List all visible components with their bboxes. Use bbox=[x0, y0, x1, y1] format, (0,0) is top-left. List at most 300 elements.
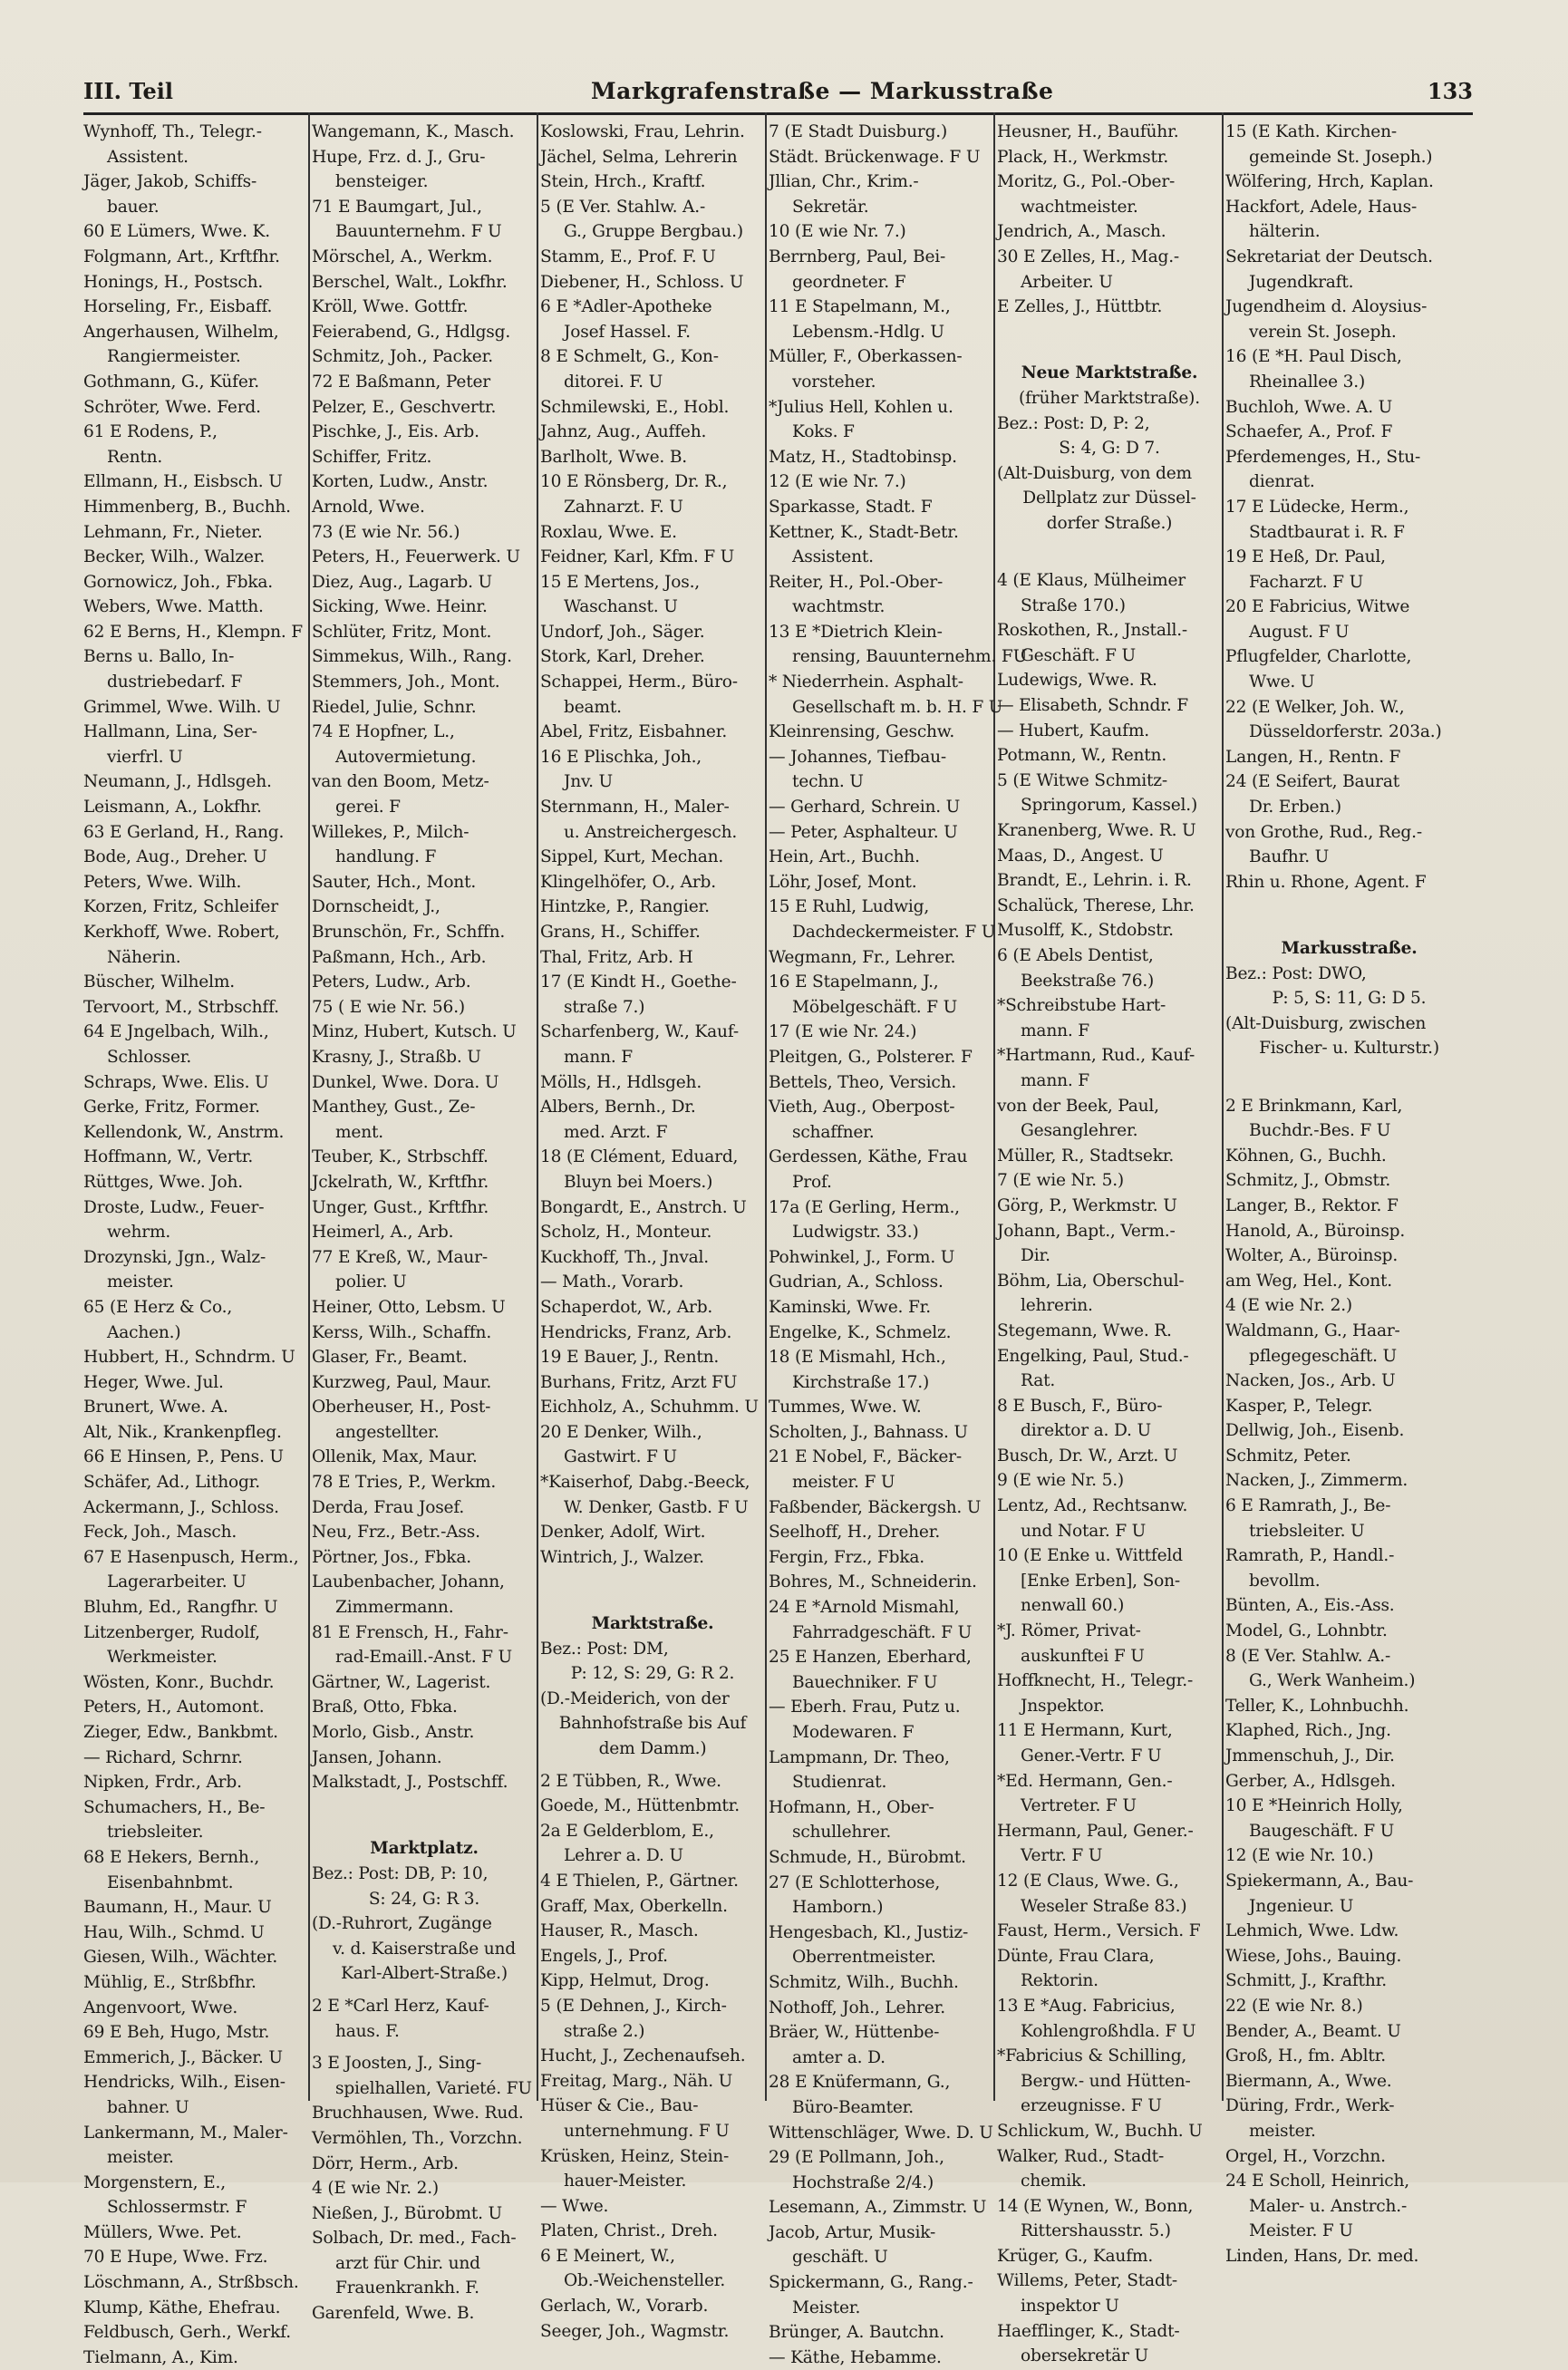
street-info: (früher Marktstraße). bbox=[1019, 388, 1200, 408]
directory-entry: Wölfering, Hrch, Kaplan. bbox=[1225, 172, 1434, 192]
directory-entry: Tummes, Wwe. W. bbox=[769, 1398, 922, 1417]
page-header bbox=[83, 78, 1473, 114]
directory-entry: Jansen, Johann. bbox=[312, 1747, 442, 1767]
directory-entry: 24 (E Seifert, Baurat bbox=[1225, 772, 1400, 792]
directory-entry: Rhin u. Rhone, Agent. F bbox=[1225, 872, 1427, 892]
directory-entry: Faust, Herm., Versich. F bbox=[997, 1921, 1201, 1941]
directory-entry: Korten, Ludw., Anstr. bbox=[312, 472, 489, 492]
directory-entry: Heiner, Otto, Lebsm. U bbox=[312, 1297, 506, 1317]
spacer bbox=[312, 1795, 537, 1821]
directory-entry: Müllers, Wwe. Pet. bbox=[83, 2222, 242, 2242]
directory-entry: Glaser, Fr., Beamt. bbox=[312, 1348, 468, 1368]
entry-continuation: Josef Hassel. F. bbox=[564, 322, 691, 342]
directory-entry: Vermöhlen, Th., Vorzchn. bbox=[312, 2128, 523, 2148]
directory-entry: Jacob, Artur, Musik- bbox=[769, 2222, 936, 2242]
entry-continuation: amter a. D. bbox=[792, 2047, 886, 2067]
entry-continuation: geschäft. U bbox=[792, 2248, 888, 2268]
directory-entry: Stemmers, Joh., Mont. bbox=[312, 672, 500, 692]
entry-continuation: obersekretär U bbox=[1021, 2346, 1148, 2366]
directory-entry: Thal, Fritz, Arb. H bbox=[540, 947, 693, 967]
directory-entry: Riedel, Julie, Schnr. bbox=[312, 697, 477, 717]
directory-entry: 77 E Kreß, W., Maur- bbox=[312, 1247, 488, 1267]
directory-entry: Schlickum, W., Buchh. U bbox=[997, 2121, 1203, 2141]
directory-entry: Dornscheidt, J., bbox=[312, 897, 440, 917]
directory-entry: 11 E Stapelmann, M., bbox=[769, 297, 951, 317]
entry-continuation: Oberrentmeister. bbox=[792, 1948, 936, 1968]
directory-entry: Sternmann, H., Maler- bbox=[540, 798, 730, 817]
directory-entry: Malkstadt, J., Postschff. bbox=[312, 1773, 508, 1793]
directory-entry: Alt, Nik., Krankenpfleg. bbox=[83, 1422, 282, 1442]
directory-entry: 4 (E wie Nr. 2.) bbox=[1225, 1296, 1352, 1316]
entry-continuation: vorsteher. bbox=[792, 372, 876, 392]
directory-entry: Himmenberg, B., Buchh. bbox=[83, 497, 291, 517]
directory-entry: 13 E *Dietrich Klein- bbox=[769, 622, 943, 642]
directory-entry: Faßbender, Bäckergsh. U bbox=[769, 1497, 982, 1517]
directory-entry: Stamm, E., Prof. F. U bbox=[540, 247, 716, 266]
directory-entry: 69 E Beh, Hugo, Mstr. bbox=[83, 2023, 270, 2043]
directory-entry: Korzen, Fritz, Schleifer bbox=[83, 897, 278, 917]
directory-entry: 24 E Scholl, Heinrich, bbox=[1225, 2172, 1409, 2191]
directory-entry: Nacken, Jos., Arb. U bbox=[1225, 1371, 1396, 1391]
directory-entry: Matz, H., Stadtobinsp. bbox=[769, 447, 957, 467]
entry-continuation: ditorei. F. U bbox=[564, 372, 663, 392]
directory-entry: 20 E Denker, Wilh., bbox=[540, 1422, 702, 1442]
column-divider bbox=[993, 112, 995, 2101]
directory-entry: Grans, H., Schiffer. bbox=[540, 923, 701, 942]
directory-entry: Gärtner, W., Lagerist. bbox=[312, 1672, 491, 1692]
directory-entry: Müller, F., Oberkassen- bbox=[769, 347, 963, 367]
entry-continuation: Facharzt. F U bbox=[1249, 572, 1364, 592]
entry-continuation: arzt für Chir. und bbox=[335, 2253, 480, 2273]
directory-entry: Jllian, Chr., Krim.- bbox=[769, 172, 919, 192]
directory-entry: Hoffknecht, H., Telegr.- bbox=[997, 1671, 1194, 1691]
directory-entry: Braß, Otto, Fbka. bbox=[312, 1698, 458, 1717]
directory-column-3 bbox=[540, 120, 765, 2344]
directory-entry: Schmitz, Joh., Packer. bbox=[312, 347, 493, 367]
entry-continuation: ment. bbox=[335, 1122, 383, 1142]
directory-entry: Brunert, Wwe. A. bbox=[83, 1398, 228, 1417]
directory-entry: Rüttges, Wwe. Joh. bbox=[83, 1172, 243, 1192]
entry-continuation: unternehmung. F U bbox=[564, 2121, 730, 2141]
directory-entry: Peters, Ludw., Arb. bbox=[312, 972, 471, 992]
directory-entry: — Richard, Schrnr. bbox=[83, 1747, 243, 1767]
directory-column-1 bbox=[83, 120, 308, 2370]
directory-entry: Peters, Wwe. Wilh. bbox=[83, 872, 242, 892]
directory-entry: Willekes, P., Milch- bbox=[312, 822, 469, 842]
entry-continuation: Jnspektor. bbox=[1021, 1696, 1105, 1716]
directory-entry: Scholz, H., Monteur. bbox=[540, 1223, 712, 1243]
directory-entry: Eichholz, A., Schuhmm. U bbox=[540, 1398, 759, 1417]
directory-entry: Kellendonk, W., Anstrm. bbox=[83, 1122, 285, 1142]
entry-continuation: Fahrradgeschäft. F U bbox=[792, 1622, 973, 1642]
entry-continuation: inspektor U bbox=[1021, 2297, 1119, 2317]
street-info: Dellplatz zur Düssel- bbox=[1022, 489, 1196, 508]
directory-entry: Dörr, Herm., Arb. bbox=[312, 2153, 459, 2173]
entry-continuation: Dachdeckermeister. F U bbox=[792, 923, 996, 942]
spacer bbox=[540, 1570, 765, 1595]
directory-entry: Busch, Dr. W., Arzt. U bbox=[997, 1446, 1178, 1466]
directory-entry: Kuckhoff, Th., Jnval. bbox=[540, 1247, 710, 1267]
entry-continuation: wehrm. bbox=[107, 1223, 171, 1243]
entry-continuation: techn. U bbox=[792, 772, 864, 792]
entry-continuation: Baugeschäft. F U bbox=[1249, 1821, 1395, 1841]
entry-continuation: hälterin. bbox=[1249, 222, 1321, 242]
directory-entry: Böhm, Lia, Oberschul- bbox=[997, 1271, 1185, 1291]
spacer bbox=[1225, 1061, 1473, 1087]
entry-continuation: und Notar. F U bbox=[1021, 1521, 1147, 1541]
directory-entry: Klingelhöfer, O., Arb. bbox=[540, 872, 716, 892]
directory-entry: Baumann, H., Maur. U bbox=[83, 1898, 272, 1918]
entry-continuation: Rat. bbox=[1021, 1371, 1056, 1391]
directory-entry: Hauser, R., Masch. bbox=[540, 1921, 699, 1941]
entry-continuation: haus. F. bbox=[335, 2021, 400, 2041]
directory-entry: Brünger, A. Bautchn. bbox=[769, 2323, 944, 2343]
directory-entry: Ollenik, Max, Maur. bbox=[312, 1447, 478, 1467]
directory-entry: Engelking, Paul, Stud.- bbox=[997, 1346, 1189, 1366]
directory-entry: Berns u. Ballo, In- bbox=[83, 647, 235, 667]
directory-entry: Oberheuser, H., Post- bbox=[312, 1398, 491, 1417]
entry-continuation: direktor a. D. U bbox=[1021, 1421, 1151, 1441]
entry-continuation: Arbeiter. U bbox=[1021, 272, 1113, 292]
directory-entry: Plack, H., Werkmstr. bbox=[997, 147, 1169, 167]
directory-entry: Lankermann, M., Maler- bbox=[83, 2123, 288, 2143]
entry-continuation: rensing, Bauunternehm. FU bbox=[792, 647, 1028, 667]
directory-entry: Schaperdot, W., Arb. bbox=[540, 1297, 713, 1317]
entry-continuation: W. Denker, Gastb. F U bbox=[564, 1497, 749, 1517]
directory-entry: 10 (E Enke u. Wittfeld bbox=[997, 1546, 1183, 1566]
directory-entry: 22 (E Welker, Joh. W., bbox=[1225, 697, 1405, 717]
directory-entry: 12 (E Claus, Wwe. G., bbox=[997, 1871, 1179, 1891]
entry-continuation: bensteiger. bbox=[335, 172, 429, 192]
directory-entry: Wittenschläger, Wwe. D. U bbox=[769, 2123, 993, 2143]
directory-entry: Laubenbacher, Johann, bbox=[312, 1572, 505, 1592]
directory-entry: Kurzweg, Paul, Maur. bbox=[312, 1372, 492, 1392]
directory-column-5 bbox=[997, 120, 1222, 2369]
directory-entry: Bruchhausen, Wwe. Rud. bbox=[312, 2104, 524, 2123]
directory-entry: Kettner, K., Stadt-Betr. bbox=[769, 522, 959, 542]
directory-entry: 6 E Ramrath, J., Be- bbox=[1225, 1496, 1391, 1516]
directory-entry: 18 (E Clément, Eduard, bbox=[540, 1147, 739, 1167]
directory-entry: — Peter, Asphalteur. U bbox=[769, 822, 958, 842]
entry-continuation: med. Arzt. F bbox=[564, 1122, 668, 1142]
directory-entry: Krasny, J., Straßb. U bbox=[312, 1047, 481, 1067]
directory-entry: 64 E Jngelbach, Wilh., bbox=[83, 1022, 269, 1042]
directory-entry: Haefflinger, K., Stadt- bbox=[997, 2321, 1180, 2341]
directory-entry: Hackfort, Adele, Haus- bbox=[1225, 197, 1418, 217]
entry-continuation: Straße 170.) bbox=[1021, 595, 1126, 615]
directory-entry: Bohres, M., Schneiderin. bbox=[769, 1572, 977, 1592]
entry-continuation: dienrat. bbox=[1249, 472, 1315, 492]
directory-entry: Dellwig, Joh., Eisenb. bbox=[1225, 1421, 1405, 1441]
directory-entry: 19 E Bauer, J., Rentn. bbox=[540, 1348, 720, 1368]
directory-entry: Goede, M., Hüttenbmtr. bbox=[540, 1796, 740, 1816]
entry-continuation: Ludwigstr. 33.) bbox=[792, 1223, 919, 1243]
entry-continuation: Jugendkraft. bbox=[1249, 272, 1354, 292]
entry-continuation: meister. F U bbox=[792, 1473, 895, 1493]
directory-entry: Löschmann, A., Strßbsch. bbox=[83, 2273, 299, 2293]
directory-entry: Undorf, Joh., Säger. bbox=[540, 622, 705, 642]
directory-entry: 2a E Gelderblom, E., bbox=[540, 1821, 714, 1841]
street-info: Bahnhofstraße bis Auf bbox=[558, 1714, 747, 1734]
directory-entry: Bluhm, Ed., Rangfhr. U bbox=[83, 1598, 278, 1618]
directory-entry: Kaminski, Wwe. Fr. bbox=[769, 1297, 932, 1317]
directory-entry: Scholten, J., Bahnass. U bbox=[769, 1422, 968, 1442]
directory-entry: Hucht, J., Zechenaufseh. bbox=[540, 2046, 746, 2066]
directory-entry: Feldbusch, Gerh., Werkf. bbox=[83, 2323, 291, 2343]
directory-entry: 2 E Brinkmann, Karl, bbox=[1225, 1096, 1403, 1116]
directory-entry: Bode, Aug., Dreher. U bbox=[83, 847, 267, 867]
directory-entry: Langer, B., Rektor. F bbox=[1225, 1195, 1399, 1215]
column-divider bbox=[308, 112, 310, 2101]
directory-entry: Grimmel, Wwe. Wilh. U bbox=[83, 697, 281, 717]
entry-continuation: mann. F bbox=[564, 1047, 633, 1067]
directory-entry: Kerkhoff, Wwe. Robert, bbox=[83, 923, 280, 942]
entry-continuation: Hamborn.) bbox=[792, 1898, 884, 1918]
entry-continuation: Wwe. U bbox=[1249, 672, 1315, 692]
entry-continuation: Zahnarzt. F. U bbox=[564, 497, 683, 517]
directory-entry: *Fabricius & Schilling, bbox=[997, 2046, 1187, 2066]
directory-entry: Dünte, Frau Clara, bbox=[997, 1946, 1155, 1966]
column-divider bbox=[1222, 112, 1224, 2101]
directory-entry: Emmerich, J., Bäcker. U bbox=[83, 2047, 283, 2067]
directory-entry: Spickermann, G., Rang.- bbox=[769, 2273, 973, 2293]
directory-entry: Löhr, Josef, Mont. bbox=[769, 872, 917, 892]
directory-entry: 16 E Stapelmann, J., bbox=[769, 972, 939, 992]
directory-entry: E Zelles, J., Hüttbtr. bbox=[997, 297, 1163, 317]
directory-entry: Hofmann, H., Ober- bbox=[769, 1797, 934, 1817]
street-heading: Marktstraße. bbox=[591, 1614, 714, 1634]
entry-continuation: u. Anstreichergesch. bbox=[564, 822, 738, 842]
directory-entry: Feidner, Karl, Kfm. F U bbox=[540, 547, 735, 567]
directory-entry: Teuber, K., Strbschff. bbox=[312, 1147, 489, 1167]
directory-entry: 25 E Hanzen, Eberhard, bbox=[769, 1648, 972, 1668]
entry-continuation: Waschanst. U bbox=[564, 597, 678, 617]
directory-entry: Kleinrensing, Geschw. bbox=[769, 722, 955, 742]
directory-entry: Kröll, Wwe. Gottfr. bbox=[312, 297, 469, 317]
directory-entry: Seeger, Joh., Wagmstr. bbox=[540, 2321, 730, 2341]
entry-continuation: Eisenbahnbmt. bbox=[107, 1872, 234, 1892]
entry-continuation: Dir. bbox=[1021, 1246, 1050, 1266]
entry-continuation: Bauunternehm. F U bbox=[335, 222, 502, 242]
directory-entry: 75 ( E wie Nr. 56.) bbox=[312, 997, 465, 1017]
entry-continuation: Gastwirt. F U bbox=[564, 1447, 677, 1467]
directory-entry: 63 E Gerland, H., Rang. bbox=[83, 822, 285, 842]
directory-entry: 4 E Thielen, P., Gärtner. bbox=[540, 1871, 739, 1891]
entry-continuation: rad-Emaill.-Anst. F U bbox=[335, 1648, 513, 1668]
directory-entry: 3 E Joosten, J., Sing- bbox=[312, 2054, 482, 2074]
directory-entry: 61 E Rodens, P., bbox=[83, 422, 218, 442]
page-number: 133 bbox=[1427, 78, 1473, 104]
directory-entry: Feck, Joh., Masch. bbox=[83, 1523, 237, 1543]
directory-entry: 21 E Nobel, F., Bäcker- bbox=[769, 1447, 962, 1467]
entry-continuation: August. F U bbox=[1249, 622, 1350, 642]
directory-entry: Schumachers, H., Be- bbox=[83, 1797, 266, 1817]
entry-continuation: schaffner. bbox=[792, 1122, 875, 1142]
directory-entry: Langen, H., Rentn. F bbox=[1225, 747, 1401, 767]
entry-continuation: Prof. bbox=[792, 1172, 832, 1192]
directory-entry: 10 E *Heinrich Holly, bbox=[1225, 1796, 1403, 1816]
directory-entry: Seelhoff, H., Dreher. bbox=[769, 1523, 941, 1543]
directory-entry: Mörschel, A., Werkm. bbox=[312, 247, 493, 266]
directory-entry: Büscher, Wilhelm. bbox=[83, 972, 235, 992]
entry-continuation: Baufhr. U bbox=[1249, 847, 1330, 867]
street-info: P: 5, S: 11, G: D 5. bbox=[1272, 989, 1427, 1009]
entry-continuation: bahner. U bbox=[107, 2097, 189, 2117]
directory-entry: von Grothe, Rud., Reg.- bbox=[1225, 822, 1422, 842]
directory-entry: Denker, Adolf, Wirt. bbox=[540, 1523, 706, 1543]
entry-continuation: Möbelgeschäft. F U bbox=[792, 997, 958, 1017]
directory-entry: Bez.: Post: DM, bbox=[540, 1639, 669, 1659]
spacer bbox=[997, 537, 1222, 562]
directory-entry: Heger, Wwe. Jul. bbox=[83, 1372, 224, 1392]
directory-entry: Burhans, Fritz, Arzt FU bbox=[540, 1372, 738, 1392]
directory-entry: 16 E Plischka, Joh., bbox=[540, 747, 702, 767]
directory-entry: Jendrich, A., Masch. bbox=[997, 222, 1166, 242]
entry-continuation: angestellter. bbox=[335, 1422, 440, 1442]
directory-entry: Wintrich, J., Walzer. bbox=[540, 1547, 704, 1567]
entry-continuation: schullehrer. bbox=[792, 1823, 892, 1843]
directory-entry: Gudrian, A., Schloss. bbox=[769, 1272, 944, 1292]
street-info: Karl-Albert-Straße.) bbox=[341, 1964, 508, 1984]
directory-entry: 22 (E wie Nr. 8.) bbox=[1225, 1996, 1363, 2016]
directory-entry: Drozynski, Jgn., Walz- bbox=[83, 1247, 266, 1267]
directory-entry: Ludewigs, Wwe. R. bbox=[997, 671, 1157, 691]
directory-entry: Jckelrath, W., Krftfhr. bbox=[312, 1172, 489, 1192]
entry-continuation: Näherin. bbox=[107, 947, 181, 967]
directory-entry: Morlo, Gisb., Anstr. bbox=[312, 1723, 475, 1742]
directory-entry: 68 E Hekers, Bernh., bbox=[83, 1847, 260, 1867]
directory-entry: Hallmann, Lina, Ser- bbox=[83, 722, 257, 742]
entry-continuation: nenwall 60.) bbox=[1021, 1596, 1125, 1616]
directory-entry: *Kaiserhof, Dabg.-Beeck, bbox=[540, 1473, 750, 1493]
directory-entry: 71 E Baumgart, Jul., bbox=[312, 197, 482, 217]
directory-entry: 6 E *Adler-Apotheke bbox=[540, 297, 712, 317]
directory-entry: Sparkasse, Stadt. F bbox=[769, 497, 933, 517]
directory-entry: Biermann, A., Wwe. bbox=[1225, 2071, 1392, 2091]
entry-continuation: geordneter. F bbox=[792, 272, 906, 292]
directory-entry: Bünten, A., Eis.-Ass. bbox=[1225, 1596, 1395, 1616]
directory-entry: Hubbert, H., Schndrm. U bbox=[83, 1348, 295, 1368]
directory-entry: 70 E Hupe, Wwe. Frz. bbox=[83, 2248, 268, 2268]
entry-continuation: Rittershausstr. 5.) bbox=[1021, 2221, 1171, 2241]
directory-entry: Bräer, W., Hüttenbe- bbox=[769, 2023, 940, 2043]
directory-entry: 5 (E Ver. Stahlw. A.- bbox=[540, 197, 706, 217]
directory-entry: Pleitgen, G., Polsterer. F bbox=[769, 1047, 973, 1067]
directory-entry: 73 (E wie Nr. 56.) bbox=[312, 522, 460, 542]
directory-entry: Droste, Ludw., Feuer- bbox=[83, 1197, 265, 1217]
directory-entry: Schröter, Wwe. Ferd. bbox=[83, 397, 261, 417]
entry-continuation: Maler- u. Anstrch.- bbox=[1249, 2196, 1408, 2216]
directory-entry: Walker, Rud., Stadt- bbox=[997, 2146, 1165, 2166]
directory-column-2 bbox=[312, 120, 537, 2326]
directory-entry: van den Boom, Metz- bbox=[312, 772, 489, 792]
entry-continuation: Gener.-Vertr. F U bbox=[1021, 1746, 1162, 1765]
entry-continuation: Autovermietung. bbox=[335, 747, 477, 767]
directory-entry: Koslowski, Frau, Lehrin. bbox=[540, 122, 745, 141]
directory-entry: Jugendheim d. Aloysius- bbox=[1225, 297, 1428, 317]
directory-entry: Nacken, J., Zimmerm. bbox=[1225, 1471, 1408, 1491]
directory-entry: Linden, Hans, Dr. med. bbox=[1225, 2246, 1419, 2266]
directory-entry: 17a (E Gerling, Herm., bbox=[769, 1197, 960, 1217]
directory-entry: Köhnen, G., Buchh. bbox=[1225, 1146, 1387, 1166]
directory-entry: Albers, Bernh., Dr. bbox=[540, 1098, 696, 1117]
directory-entry: Lampmann, Dr. Theo, bbox=[769, 1747, 950, 1767]
directory-entry: Schiffer, Fritz. bbox=[312, 447, 432, 467]
directory-entry: Hupe, Frz. d. J., Gru- bbox=[312, 147, 486, 167]
directory-entry: — Hubert, Kaufm. bbox=[997, 721, 1149, 740]
directory-entry: 81 E Frensch, H., Fahr- bbox=[312, 1622, 508, 1642]
entry-continuation: Bergw.- und Hütten- bbox=[1021, 2071, 1191, 2091]
directory-entry: Solbach, Dr. med., Fach- bbox=[312, 2229, 517, 2249]
entry-continuation: pflegegeschäft. U bbox=[1249, 1346, 1398, 1366]
directory-entry: 7 (E wie Nr. 5.) bbox=[997, 1171, 1124, 1191]
directory-entry: Ackermann, J., Schloss. bbox=[83, 1497, 279, 1517]
directory-entry: Heimerl, A., Arb. bbox=[312, 1223, 454, 1243]
entry-continuation: straße 2.) bbox=[564, 2021, 645, 2041]
entry-continuation: straße 7.) bbox=[564, 997, 645, 1017]
directory-entry: Honings, H., Postsch. bbox=[83, 272, 264, 292]
directory-entry: Kranenberg, Wwe. R. U bbox=[997, 821, 1196, 841]
directory-entry: Spiekermann, A., Bau- bbox=[1225, 1871, 1414, 1891]
directory-entry: Gerdessen, Käthe, Frau bbox=[769, 1147, 968, 1167]
directory-entry: — Elisabeth, Schndr. F bbox=[997, 696, 1188, 716]
directory-entry: Wösten, Konr., Buchdr. bbox=[83, 1672, 275, 1692]
directory-entry: Waldmann, G., Haar- bbox=[1225, 1320, 1400, 1340]
directory-entry: Wynhoff, Th., Telegr.- bbox=[83, 122, 262, 141]
directory-entry: Lehmich, Wwe. Ldw. bbox=[1225, 1921, 1399, 1941]
directory-entry: Bez.: Post: DB, P: 10, bbox=[312, 1863, 489, 1883]
directory-entry: Nipken, Frdr., Arb. bbox=[83, 1773, 242, 1793]
entry-continuation: hauer-Meister. bbox=[564, 2172, 687, 2191]
directory-entry: 15 E Mertens, Jos., bbox=[540, 572, 701, 592]
directory-entry: Schaefer, A., Prof. F bbox=[1225, 422, 1393, 442]
directory-entry: Berrnberg, Paul, Bei- bbox=[769, 247, 946, 266]
directory-entry: 29 (E Pollmann, Joh., bbox=[769, 2148, 944, 2168]
directory-entry: *Julius Hell, Kohlen u. bbox=[769, 397, 953, 417]
entry-continuation: Rheinallee 3.) bbox=[1249, 372, 1365, 392]
directory-entry: Gothmann, G., Küfer. bbox=[83, 372, 260, 392]
directory-entry: Gerke, Fritz, Former. bbox=[83, 1098, 260, 1117]
entry-continuation: Lagerarbeiter. U bbox=[107, 1572, 247, 1592]
entry-continuation: Gesanglehrer. bbox=[1021, 1121, 1138, 1141]
entry-continuation: Lebensm.-Hdlg. U bbox=[792, 322, 944, 342]
directory-entry: Wolter, A., Büroinsp. bbox=[1225, 1246, 1399, 1266]
directory-entry: Freitag, Marg., Näh. U bbox=[540, 2071, 733, 2091]
directory-entry: Scharfenberg, W., Kauf- bbox=[540, 1022, 739, 1042]
entry-continuation: Schlosser. bbox=[107, 1047, 192, 1067]
directory-entry: Ellmann, H., Eisbsch. U bbox=[83, 472, 283, 492]
entry-continuation: dustriebedarf. F bbox=[107, 672, 243, 692]
entry-continuation: polier. U bbox=[335, 1272, 407, 1292]
directory-entry: 67 E Hasenpusch, Herm., bbox=[83, 1547, 299, 1567]
directory-entry: Schmitz, J., Obmstr. bbox=[1225, 1171, 1391, 1191]
entry-continuation: mann. F bbox=[1021, 1021, 1089, 1040]
directory-entry: von der Beek, Paul, bbox=[997, 1096, 1159, 1116]
entry-continuation: Jngenieur. U bbox=[1249, 1896, 1354, 1916]
directory-entry: Brunschön, Fr., Schffn. bbox=[312, 923, 506, 942]
street-range-title: Markgrafenstraße — Markusstraße bbox=[591, 78, 1054, 104]
entry-continuation: Geschäft. F U bbox=[1021, 645, 1136, 665]
directory-entry: 74 E Hopfner, L., bbox=[312, 722, 455, 742]
directory-entry: Schappei, Herm., Büro- bbox=[540, 672, 738, 692]
directory-entry: Wiese, Johs., Bauing. bbox=[1225, 1946, 1402, 1966]
directory-entry: 8 E Schmelt, G., Kon- bbox=[540, 347, 719, 367]
directory-column-6 bbox=[1225, 120, 1473, 2268]
directory-entry: 60 E Lümers, Wwe. K. bbox=[83, 222, 270, 242]
directory-entry: 13 E *Aug. Fabricius, bbox=[997, 1996, 1176, 2016]
entry-continuation: Stadtbaurat i. R. F bbox=[1249, 522, 1405, 542]
entry-continuation: mann. F bbox=[1021, 1070, 1089, 1090]
